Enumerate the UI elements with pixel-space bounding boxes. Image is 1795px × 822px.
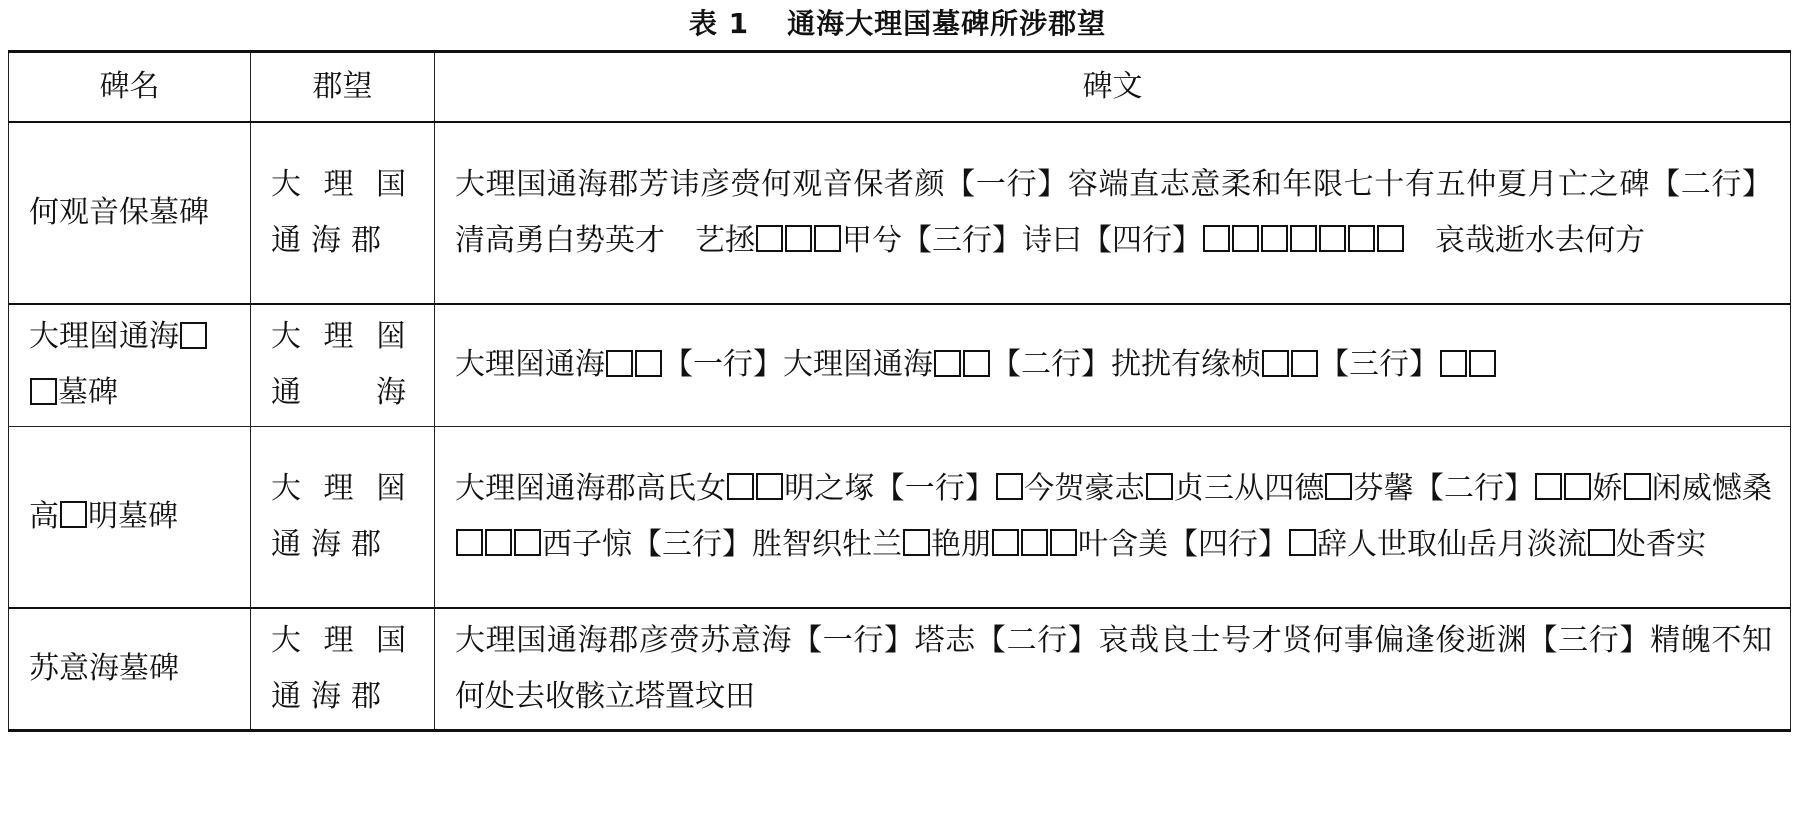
- junwang-cell: 大理囶通海郡: [251, 426, 435, 608]
- stele-name: 何观音保墓碑: [9, 122, 251, 304]
- missing-character-box: [1325, 473, 1352, 500]
- missing-character-box: [514, 529, 541, 556]
- junwang-cell: 大理国通海郡: [251, 608, 435, 730]
- stele-name: 大理囶通海墓碑: [9, 304, 251, 426]
- table-row: [9, 608, 1791, 730]
- table-row: [9, 304, 1791, 426]
- missing-character-box: [963, 350, 990, 377]
- tomb-inscription-table: [8, 50, 1791, 732]
- missing-character-box: [814, 225, 841, 252]
- missing-character-box: [1232, 225, 1259, 252]
- missing-character-box: [606, 350, 633, 377]
- missing-character-box: [1624, 473, 1651, 500]
- missing-character-box: [1564, 473, 1591, 500]
- missing-character-box: [1319, 225, 1346, 252]
- stele-name: 高 明墓碑: [9, 426, 251, 608]
- missing-character-box: [456, 529, 483, 556]
- missing-character-box: [1348, 225, 1375, 252]
- missing-character-box: [1535, 473, 1562, 500]
- header-junwang: 郡望: [251, 52, 435, 123]
- missing-character-box: [1050, 529, 1077, 556]
- missing-character-box: [1290, 225, 1317, 252]
- missing-character-box: [1146, 473, 1173, 500]
- missing-character-box: [30, 378, 57, 405]
- missing-character-box: [1291, 350, 1318, 377]
- missing-character-box: [756, 225, 783, 252]
- table-row: [9, 426, 1791, 608]
- missing-character-box: [903, 529, 930, 556]
- missing-character-box: [485, 529, 512, 556]
- missing-character-box: [992, 529, 1019, 556]
- missing-character-box: [180, 322, 207, 349]
- table-title: 通海大理国墓碑所涉郡望: [787, 7, 1107, 40]
- missing-character-box: [934, 350, 961, 377]
- missing-character-box: [1588, 529, 1615, 556]
- inscription-cell: 大理国通海郡芳讳彦赍何观音保者颜【一行】容端直志意柔和年限七十有五仲夏月亡之碑【二行】清高勇白势英才 艺拯 甲兮【三行】诗曰【四行】 哀哉逝水去何方: [435, 122, 1791, 304]
- missing-character-box: [1203, 225, 1230, 252]
- missing-character-box: [635, 350, 662, 377]
- missing-character-box: [785, 225, 812, 252]
- header-inscription: 碑文: [435, 52, 1791, 123]
- header-name: 碑名: [9, 52, 251, 123]
- missing-character-box: [727, 473, 754, 500]
- header-row: [9, 52, 1791, 123]
- missing-character-box: [1377, 225, 1404, 252]
- table-number: 表 1: [688, 7, 750, 40]
- stele-name: 苏意海墓碑: [9, 608, 251, 730]
- inscription-cell: 大理囶通海郡高氏女 明之塚【一行】 今贺豪志 贞三从四德 芬馨【二行】 娇 闲威憾桑西子惊【三行】胜智织牡兰 艳朋 叶含美【四行】 辞人世取仙岳月淡流 处香实: [435, 426, 1791, 608]
- junwang-cell: 大理囶通海: [251, 304, 435, 426]
- table-row: [9, 122, 1791, 304]
- missing-character-box: [756, 473, 783, 500]
- missing-character-box: [1440, 350, 1467, 377]
- missing-character-box: [1021, 529, 1048, 556]
- table-caption: [0, 0, 1795, 48]
- missing-character-box: [1262, 350, 1289, 377]
- missing-character-box: [1289, 529, 1316, 556]
- missing-character-box: [996, 473, 1023, 500]
- missing-character-box: [1469, 350, 1496, 377]
- missing-character-box: [1261, 225, 1288, 252]
- inscription-cell: 大理国通海郡彦赍苏意海【一行】塔志【二行】哀哉良士号才贤何事偏逢俊逝渊【三行】精魄不知何处去收骸立塔置坟田: [435, 608, 1791, 730]
- missing-character-box: [60, 501, 87, 528]
- inscription-cell: 大理囶通海 【一行】大理囶通海 【二行】扰扰有缘桢 【三行】: [435, 304, 1791, 426]
- junwang-cell: 大理国通海郡: [251, 122, 435, 304]
